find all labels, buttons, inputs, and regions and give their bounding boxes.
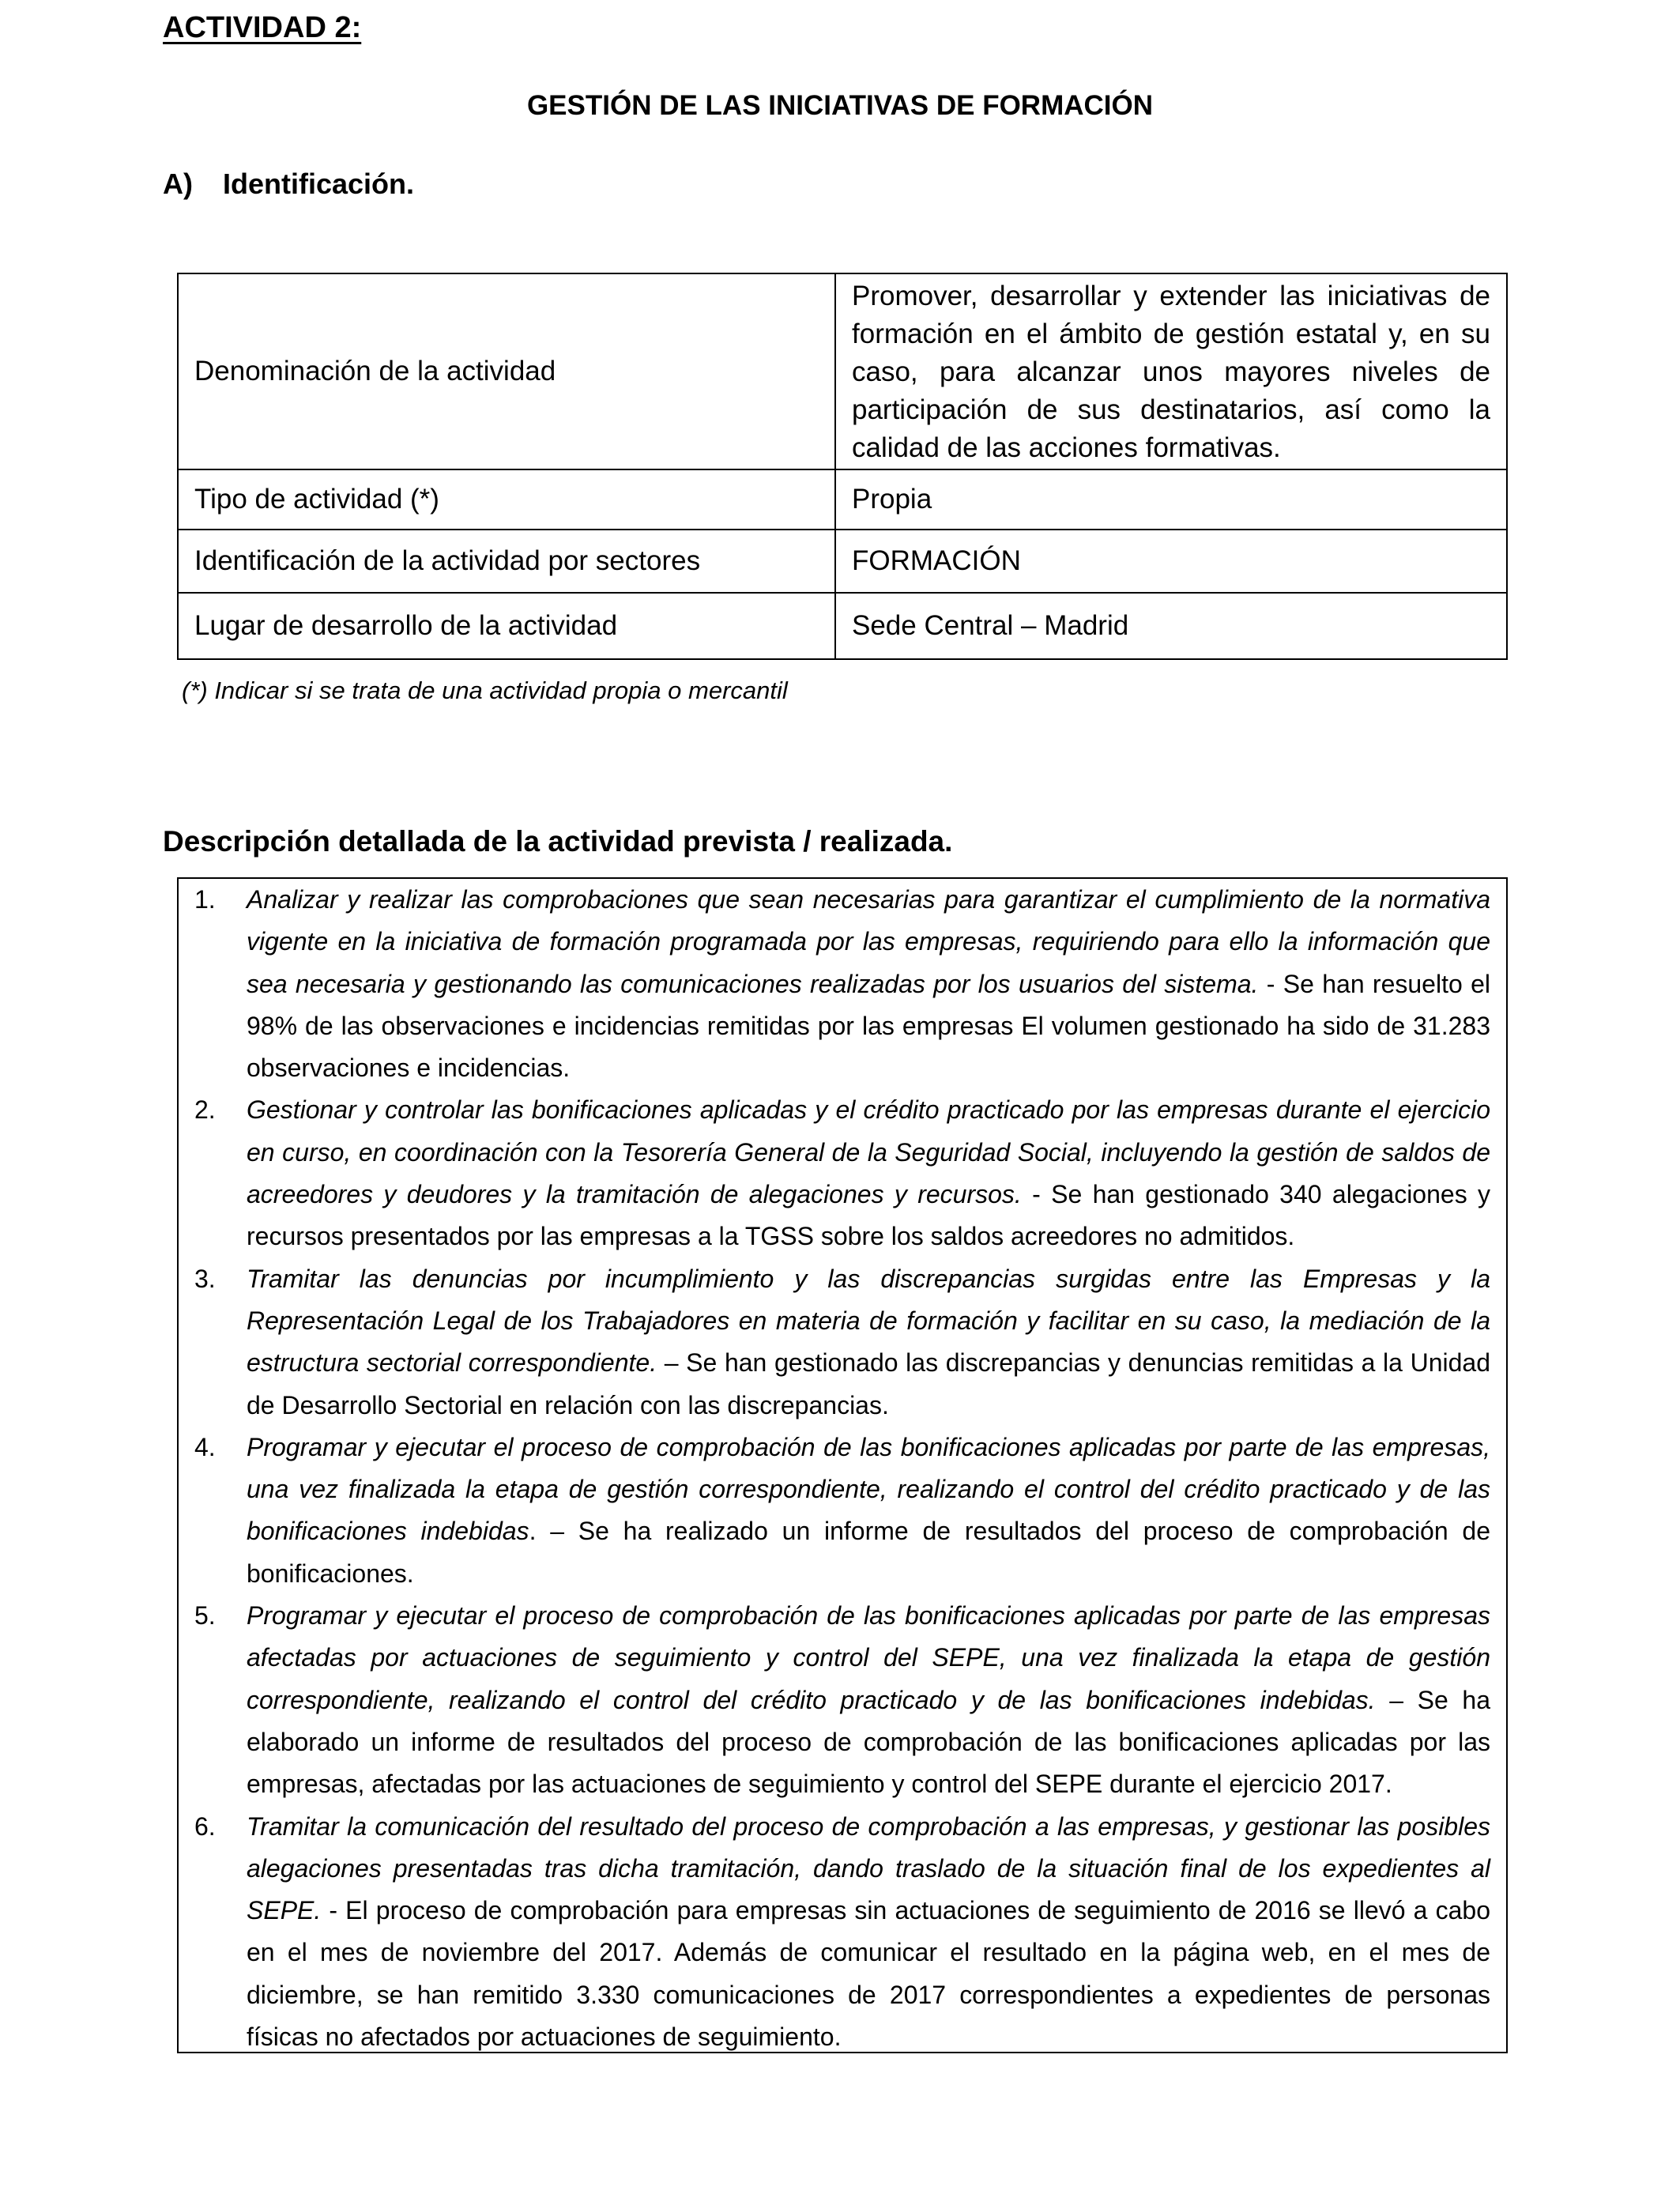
section-a-heading	[163, 168, 414, 201]
section-letter: A)	[163, 168, 193, 200]
table-footnote: (*) Indicar si se trata de una actividad propia o mercantil	[182, 677, 788, 704]
item-task: Analizar y realizar las comprobaciones que sean necesarias para garantizar el cumplimiento de la normativa vigente en la iniciativa de formación programada por las empresas, requiriendo para ello la información que sea necesaria y gestionando las comunicaciones realizadas por los usuarios del sistema.	[247, 885, 1490, 998]
list-item	[179, 1427, 1506, 1595]
document-title: GESTIÓN DE LAS INICIATIVAS DE FORMACIÓN	[526, 90, 1154, 121]
list-item	[179, 1806, 1506, 2059]
item-task: Tramitar las denuncias por incumplimiento y las discrepancias surgidas entre las Empresas y la Representación Legal de los Trabajadores en materia de formación y facilitar en su caso, la mediación de la estructura sectorial correspondiente.	[247, 1264, 1490, 1378]
section-label: Identificación.	[223, 168, 415, 200]
row-value: FORMACIÓN	[835, 530, 1507, 593]
item-task: Programar y ejecutar el proceso de comprobación de las bonificaciones aplicadas por parte de las empresas afectadas por actuaciones de seguimiento y control del SEPE, una vez finalizada la etapa de gestión correspondiente, realizando el control del crédito practicado y de las bonificaciones indebidas.	[247, 1601, 1490, 1714]
table-row	[178, 273, 1507, 469]
description-box	[177, 877, 1508, 2053]
list-item	[179, 1595, 1506, 1805]
table-row	[178, 593, 1507, 659]
row-label: Tipo de actividad (*)	[178, 469, 835, 530]
activity-heading: ACTIVIDAD 2:	[163, 11, 362, 44]
identification-table	[177, 273, 1508, 660]
description-heading: Descripción detallada de la actividad prevista / realizada.	[163, 825, 953, 858]
table-row	[178, 469, 1507, 530]
item-task: Tramitar la comunicación del resultado del proceso de comprobación a las empresas, y gestionar las posibles alegaciones presentadas tras dicha tramitación, dando traslado de la situación final de los expedientes al SEPE.	[247, 1811, 1490, 1925]
list-item	[179, 1089, 1506, 1257]
item-number: 5.	[194, 1601, 216, 1630]
item-number: 1.	[194, 885, 216, 914]
row-value: Sede Central – Madrid	[835, 593, 1507, 659]
item-result: - El proceso de comprobación para empresas sin actuaciones de seguimiento de 2016 se llevó a cabo en el mes de noviembre del 2017. Además de comunicar el resultado en la página web, en el mes de diciembre, se han remitido 3.330 comunicaciones de 2017 correspondientes a expedientes de personas físicas no afectados por actuaciones de seguimiento.	[247, 1896, 1490, 2052]
item-task: Programar y ejecutar el proceso de comprobación de las bonificaciones aplicadas por parte de las empresas, una vez finalizada la etapa de gestión correspondiente, realizando el control del crédito practicado y de las bonificaciones indebidas	[247, 1432, 1490, 1546]
row-label: Denominación de la actividad	[178, 273, 835, 469]
item-number: 6.	[194, 1811, 216, 1841]
item-number: 3.	[194, 1264, 216, 1293]
item-number: 2.	[194, 1095, 216, 1125]
row-label: Lugar de desarrollo de la actividad	[178, 593, 835, 659]
description-list	[179, 879, 1506, 2058]
item-task: Gestionar y controlar las bonificaciones aplicadas y el crédito practicado por las empresas durante el ejercicio en curso, en coordinación con la Tesorería General de la Seguridad Social, incluyendo la gestión de saldos de acreedores y deudores y la tramitación de alegaciones y recursos.	[247, 1095, 1490, 1209]
row-value: Propia	[835, 469, 1507, 530]
row-value: Promover, desarrollar y extender las iniciativas de formación en el ámbito de gestión estatal y, en su caso, para alcanzar unos mayores niveles de participación de sus destinatarios, así como la calidad de las acciones formativas.	[835, 273, 1507, 469]
list-item	[179, 879, 1506, 1089]
item-result: - Se han gestionado 340 alegaciones y recursos presentados por las empresas a la TGSS sobre los saldos acreedores no admitidos.	[247, 1180, 1491, 1251]
item-result: – Se han gestionado las discrepancias y denuncias remitidas a la Unidad de Desarrollo Sectorial en relación con las discrepancias.	[247, 1348, 1491, 1419]
item-result: . – Se ha realizado un informe de resultados del proceso de comprobación de bonificaciones.	[247, 1517, 1491, 1588]
item-result: – Se ha elaborado un informe de resultados del proceso de comprobación de las bonificaciones aplicadas por las empresas, afectadas por las actuaciones de seguimiento y control del SEPE durante el ejercicio 2017.	[247, 1685, 1491, 1799]
row-label: Identificación de la actividad por sectores	[178, 530, 835, 593]
item-result: - Se han resuelto el 98% de las observaciones e incidencias remitidas por las empresas El volumen gestionado ha sido de 31.283 observaciones e incidencias.	[247, 969, 1491, 1083]
item-number: 4.	[194, 1432, 216, 1461]
table-row	[178, 530, 1507, 593]
list-item	[179, 1258, 1506, 1427]
